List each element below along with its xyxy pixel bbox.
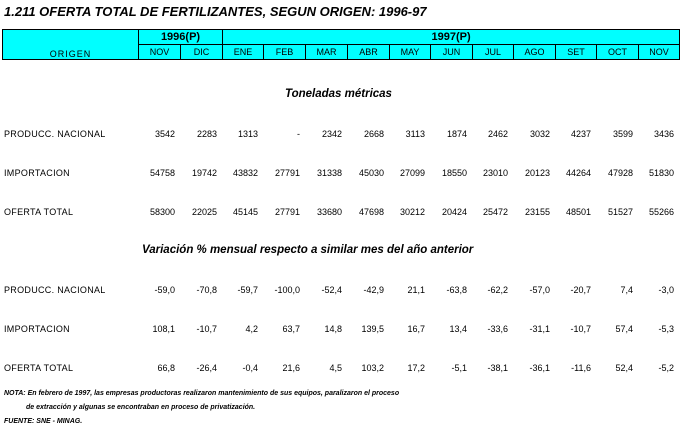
table-row — [2, 309, 679, 348]
table-cell: -10,7 — [196, 323, 217, 334]
table-cell: 20123 — [524, 167, 550, 178]
section-title-variacion: Variación % mensual respecto a similar mes del año anterior — [142, 244, 474, 256]
table-cell: -38,1 — [487, 362, 508, 373]
header-month: SET — [556, 45, 597, 60]
header-month: JUL — [473, 45, 514, 60]
fuente: FUENTE: SNE - MINAG. — [4, 418, 83, 425]
table-cell: 55266 — [648, 206, 674, 217]
header-month: ABR — [348, 45, 390, 60]
table-cell: 18550 — [441, 167, 467, 178]
header-month: AGO — [514, 45, 556, 60]
table-cell: 21,6 — [282, 362, 300, 373]
table-cell: 21,1 — [407, 284, 425, 295]
header-month: ENE — [223, 45, 264, 60]
header-month: NOV — [139, 45, 181, 60]
table-cell: -100,0 — [274, 284, 300, 295]
table-cell: 3542 — [154, 128, 175, 139]
header-month: DIC — [181, 45, 223, 60]
header-month: NOV — [639, 45, 680, 60]
table-cell: 51527 — [607, 206, 633, 217]
table-row — [2, 153, 679, 192]
table-cell: 7,4 — [620, 284, 633, 295]
table-cell: 4,5 — [329, 362, 342, 373]
row-label: OFERTA TOTAL — [4, 206, 74, 217]
header-month: FEB — [264, 45, 306, 60]
section-title-toneladas: Toneladas métricas — [285, 88, 392, 100]
table-cell: 58300 — [149, 206, 175, 217]
table-cell: 3032 — [529, 128, 550, 139]
header-month: OCT — [597, 45, 639, 60]
table-row — [2, 192, 679, 231]
row-label: OFERTA TOTAL — [4, 362, 74, 373]
nota-line-1: NOTA: En febrero de 1997, las empresas productoras realizaron mantenimiento de sus equipos, paralizaron el proceso — [4, 390, 400, 397]
table-row — [2, 114, 679, 153]
table-cell: 23155 — [524, 206, 550, 217]
table-cell: 23010 — [482, 167, 508, 178]
table-cell: -5,3 — [658, 323, 674, 334]
row-label: PRODUCC. NACIONAL — [4, 284, 106, 295]
table-cell: 103,2 — [361, 362, 384, 373]
table-cell: -33,6 — [487, 323, 508, 334]
table-cell: -5,1 — [451, 362, 467, 373]
header-month: MAY — [390, 45, 431, 60]
table-cell: 19742 — [191, 167, 217, 178]
table-cell: -52,4 — [321, 284, 342, 295]
table-cell: 54758 — [149, 167, 175, 178]
table-cell: 13,4 — [449, 323, 467, 334]
table-cell: 63,7 — [282, 323, 300, 334]
header-year-1997: 1997(P) — [223, 30, 680, 45]
table-cell: 45030 — [358, 167, 384, 178]
table-cell: 139,5 — [361, 323, 384, 334]
table-cell: -3,0 — [658, 284, 674, 295]
table-cell: -10,7 — [570, 323, 591, 334]
table-cell: 1874 — [446, 128, 467, 139]
table-cell: -11,6 — [571, 362, 591, 373]
table-cell: -31,1 — [529, 323, 550, 334]
row-label: IMPORTACION — [4, 167, 70, 178]
table-cell: 14,8 — [324, 323, 342, 334]
table-cell: 45145 — [232, 206, 258, 217]
table-cell: 2342 — [321, 128, 342, 139]
table-cell: 22025 — [191, 206, 217, 217]
table-row — [2, 348, 679, 387]
table-cell: 4,2 — [245, 323, 258, 334]
table-header — [2, 29, 680, 60]
table-cell: 16,7 — [407, 323, 425, 334]
data-table-toneladas — [2, 114, 679, 231]
table-cell: 66,8 — [157, 362, 175, 373]
table-cell: - — [297, 128, 300, 139]
table-cell: 31338 — [316, 167, 342, 178]
table-cell: 27791 — [274, 206, 300, 217]
row-label: IMPORTACION — [4, 323, 70, 334]
table-cell: -26,4 — [196, 362, 217, 373]
table-cell: -5,2 — [658, 362, 674, 373]
table-title: 1.211 OFERTA TOTAL DE FERTILIZANTES, SEGUN ORIGEN: 1996-97 — [4, 4, 427, 19]
table-cell: -70,8 — [196, 284, 217, 295]
table-cell: -59,7 — [237, 284, 258, 295]
table-cell: -42,9 — [363, 284, 384, 295]
table-cell: 47698 — [358, 206, 384, 217]
table-cell: 108,1 — [152, 323, 175, 334]
table-cell: 2283 — [196, 128, 217, 139]
table-cell: 51830 — [648, 167, 674, 178]
table-cell: 4237 — [570, 128, 591, 139]
table-cell: 52,4 — [615, 362, 633, 373]
row-label: PRODUCC. NACIONAL — [4, 128, 106, 139]
table-cell: 44264 — [565, 167, 591, 178]
table-cell: 47928 — [607, 167, 633, 178]
table-cell: 25472 — [482, 206, 508, 217]
table-cell: -57,0 — [529, 284, 550, 295]
table-cell: 20424 — [441, 206, 467, 217]
table-cell: 3436 — [653, 128, 674, 139]
nota-line-2: de extracción y algunas se encontraban en proceso de privatización. — [26, 404, 256, 411]
table-cell: 2462 — [487, 128, 508, 139]
header-month: JUN — [431, 45, 473, 60]
table-cell: -59,0 — [154, 284, 175, 295]
table-cell: 3599 — [612, 128, 633, 139]
table-cell: 43832 — [232, 167, 258, 178]
data-table-variacion — [2, 270, 679, 387]
header-origen: ORIGEN — [3, 30, 139, 60]
table-cell: 1313 — [237, 128, 258, 139]
table-cell: 33680 — [316, 206, 342, 217]
table-cell: -36,1 — [529, 362, 550, 373]
table-cell: -20,7 — [570, 284, 591, 295]
header-month: MAR — [306, 45, 348, 60]
table-cell: 57,4 — [615, 323, 633, 334]
table-cell: 48501 — [565, 206, 591, 217]
header-year-1996: 1996(P) — [139, 30, 223, 45]
table-cell: 3113 — [405, 128, 425, 139]
table-cell: 2668 — [363, 128, 384, 139]
table-cell: 17,2 — [407, 362, 425, 373]
table-cell: -63,8 — [446, 284, 467, 295]
table-cell: 27791 — [274, 167, 300, 178]
table-row — [2, 270, 679, 309]
table-cell: 27099 — [399, 167, 425, 178]
table-cell: -62,2 — [487, 284, 508, 295]
table-cell: 30212 — [399, 206, 425, 217]
table-cell: -0,4 — [242, 362, 258, 373]
